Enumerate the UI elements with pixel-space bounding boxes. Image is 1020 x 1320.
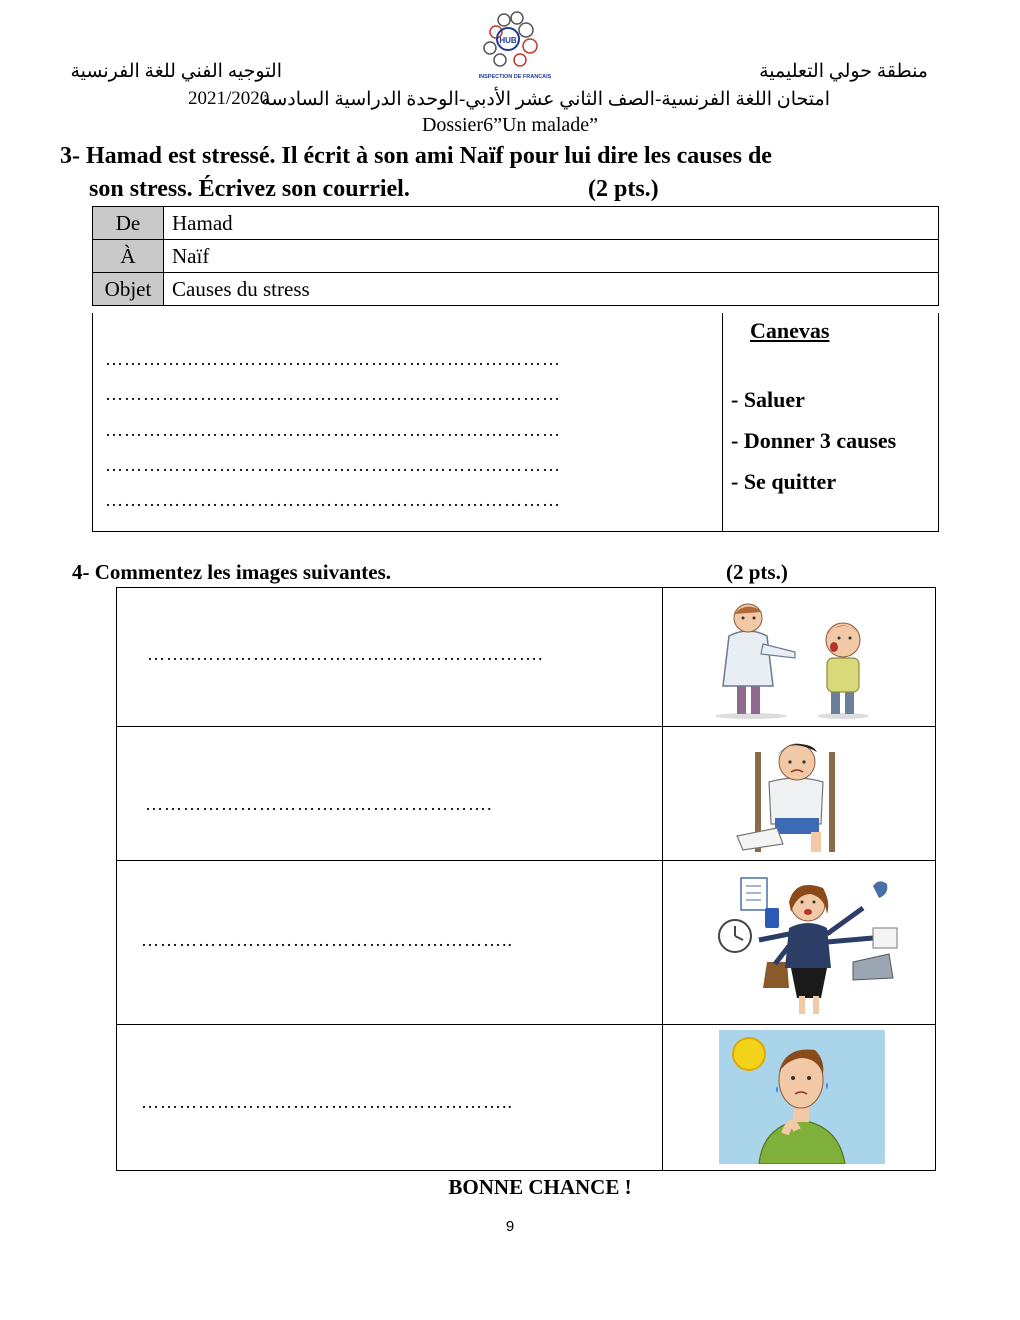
logo-caption: INSPECTION DE FRANCAIS xyxy=(478,74,552,80)
dotted-line: ……………………………………………………………… xyxy=(105,490,561,510)
canevas-title: Canevas xyxy=(750,318,830,343)
question3-line2: son stress. Écrivez son courriel. xyxy=(89,176,410,202)
doctor-examining-boy-image xyxy=(703,596,893,720)
question4-title: 4- Commentez les images suivantes. xyxy=(72,560,392,584)
dotted-line: ……………………………………………………………… xyxy=(105,420,561,440)
row-divider xyxy=(117,860,935,861)
canevas-item-causes: - Donner 3 causes xyxy=(731,428,897,453)
logo-text: HUB xyxy=(499,36,517,45)
logo xyxy=(470,10,560,82)
email-value-from: Hamad xyxy=(164,207,939,240)
email-header-table xyxy=(92,206,939,306)
answer-line-2[interactable]: ………………………………………………. xyxy=(145,794,493,814)
email-value-to: Naïf xyxy=(164,240,939,273)
email-writing-area[interactable] xyxy=(92,313,939,532)
email-value-subject: Causes du stress xyxy=(164,273,939,306)
column-divider xyxy=(722,313,723,531)
header-direction-ar: التوجيه الفني للغة الفرنسية xyxy=(70,61,282,82)
dossier-title: Dossier6”Un malade” xyxy=(421,114,599,136)
dotted-line: ……………………………………………………………… xyxy=(105,349,561,369)
canevas-item-leave: - Se quitter xyxy=(731,469,837,494)
page-number: 9 xyxy=(505,1218,515,1235)
question3-line1: 3- Hamad est stressé. Il écrit à son ami Naïf pour lui dire les causes de xyxy=(60,143,772,169)
answer-line-1[interactable]: ……..………………………………………………. xyxy=(147,644,544,664)
email-label-subject: Objet xyxy=(93,273,164,306)
row-divider xyxy=(117,726,935,727)
sweating-man-image xyxy=(719,1030,885,1164)
multitasking-woman-image xyxy=(703,868,913,1018)
exam-year: 2021/2020 xyxy=(188,88,270,109)
email-row-subject xyxy=(93,273,939,306)
row-divider xyxy=(117,1024,935,1025)
question4-points: (2 pts.) xyxy=(726,560,788,584)
closing-text: BONNE CHANCE ! xyxy=(448,1175,632,1199)
question3-points: (2 pts.) xyxy=(588,176,659,202)
images-table-divider xyxy=(662,588,663,1170)
canevas-item-greet: - Saluer xyxy=(731,387,805,412)
answer-line-3[interactable]: ………………………………………………….. xyxy=(141,930,513,950)
exam-title-ar: امتحان اللغة الفرنسية-الصف الثاني عشر الأدبي-الوحدة الدراسية السادسة xyxy=(261,89,830,110)
logo-circles-icon xyxy=(470,10,560,82)
dotted-line: ……………………………………………………………… xyxy=(105,384,561,404)
boy-with-crutches-image xyxy=(717,732,887,856)
answer-line-4[interactable]: ………………………………………………….. xyxy=(141,1092,513,1112)
email-label-to: À xyxy=(93,240,164,273)
email-row-to xyxy=(93,240,939,273)
email-label-from: De xyxy=(93,207,164,240)
dotted-line: ……………………………………………………………… xyxy=(105,455,561,475)
header-region-ar: منطقة حولي التعليمية xyxy=(759,61,928,82)
images-table xyxy=(116,587,936,1171)
email-row-from xyxy=(93,207,939,240)
